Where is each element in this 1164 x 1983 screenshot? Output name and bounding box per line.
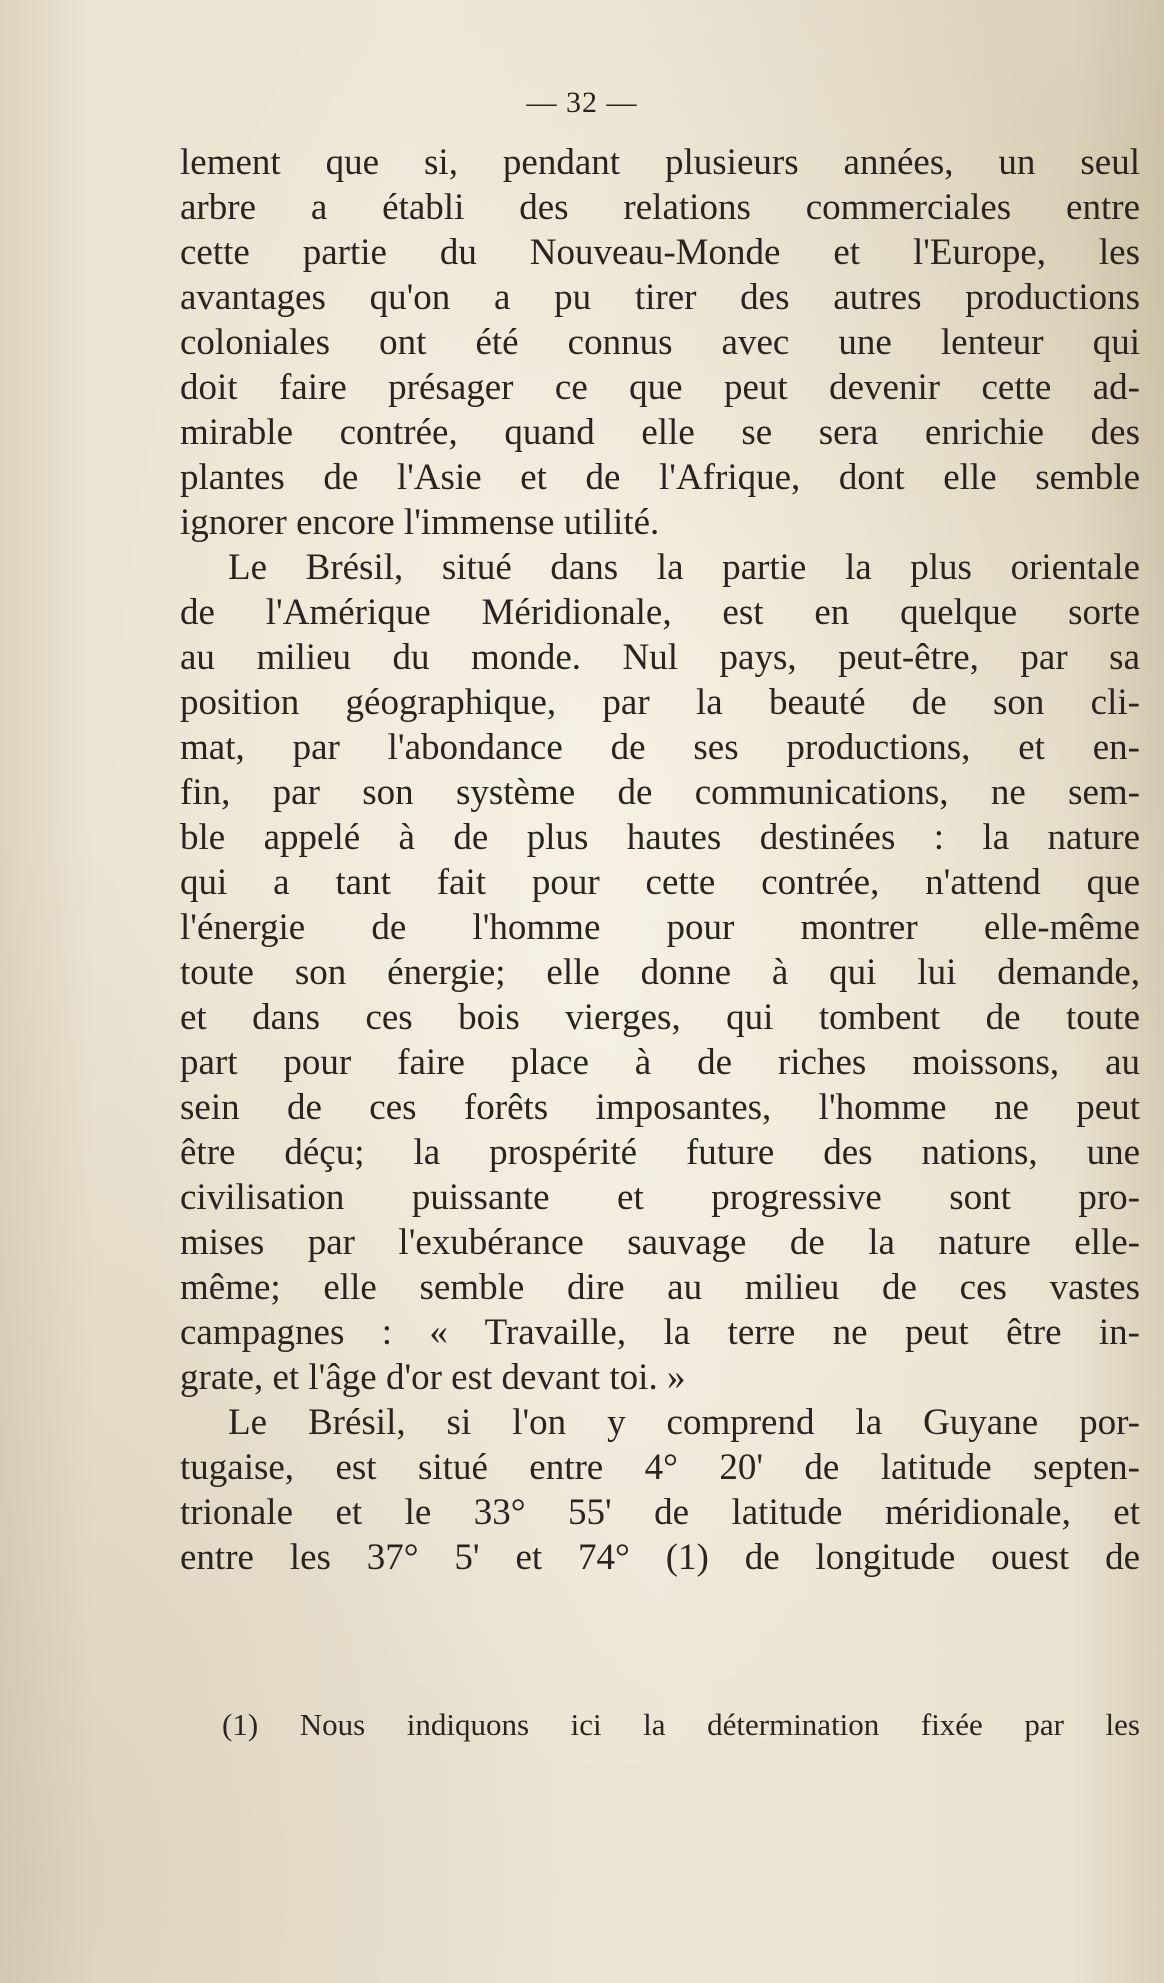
text-line: trionale et le 33° 55' de latitude méridionale, et (180, 1492, 1140, 1533)
text-line: plantes de l'Asie et de l'Afrique, dont elle semble (180, 457, 1140, 498)
paragraph-start-line: Le Brésil, situé dans la partie la plus orientale (228, 547, 1140, 588)
text-line: être déçu; la prospérité future des nations, une (180, 1132, 1140, 1173)
body-text (180, 140, 1140, 1580)
text-line: doit faire présager ce que peut devenir cette ad- (180, 367, 1140, 408)
text-line: civilisation puissante et progressive sont pro- (180, 1177, 1140, 1218)
paragraph-start-line: Le Brésil, si l'on y comprend la Guyane por- (228, 1402, 1140, 1443)
text-line: coloniales ont été connus avec une lenteur qui (180, 322, 1140, 363)
text-line: sein de ces forêts imposantes, l'homme ne peut (180, 1087, 1140, 1128)
text-line: et dans ces bois vierges, qui tombent de toute (180, 997, 1140, 1038)
text-line: l'énergie de l'homme pour montrer elle-même (180, 907, 1140, 948)
text-line: campagnes : « Travaille, la terre ne peut être in- (180, 1312, 1140, 1353)
text-line: lement que si, pendant plusieurs années, un seul (180, 142, 1140, 183)
text-line: avantages qu'on a pu tirer des autres productions (180, 277, 1140, 318)
text-line: ble appelé à de plus hautes destinées : la nature (180, 817, 1140, 858)
text-line: qui a tant fait pour cette contrée, n'attend que (180, 862, 1140, 903)
text-line: au milieu du monde. Nul pays, peut-être, par sa (180, 637, 1140, 678)
text-line: mises par l'exubérance sauvage de la nature elle- (180, 1222, 1140, 1263)
text-line: fin, par son système de communications, ne sem- (180, 772, 1140, 813)
text-line: arbre a établi des relations commerciales entre (180, 187, 1140, 228)
text-line: tugaise, est situé entre 4° 20' de latitude septen- (180, 1447, 1140, 1488)
text-line: toute son énergie; elle donne à qui lui demande, (180, 952, 1140, 993)
text-line: mirable contrée, quand elle se sera enrichie des (180, 412, 1140, 453)
paragraph-end-line: grate, et l'âge d'or est devant toi. » (180, 1357, 686, 1398)
footnote: (1) Nous indiquons ici la détermination fixée par les (222, 1707, 1140, 1742)
page-number: — 32 — (526, 86, 638, 119)
text-line: mat, par l'abondance de ses productions, et en- (180, 727, 1140, 768)
paragraph-end-line: ignorer encore l'immense utilité. (180, 502, 660, 543)
text-line: position géographique, par la beauté de son cli- (180, 682, 1140, 723)
text-line: cette partie du Nouveau-Monde et l'Europe, les (180, 232, 1140, 273)
text-line: même; elle semble dire au milieu de ces vastes (180, 1267, 1140, 1308)
text-line: de l'Amérique Méridionale, est en quelque sorte (180, 592, 1140, 633)
text-line: part pour faire place à de riches moissons, au (180, 1042, 1140, 1083)
text-line: entre les 37° 5' et 74° (1) de longitude ouest de (180, 1537, 1140, 1578)
